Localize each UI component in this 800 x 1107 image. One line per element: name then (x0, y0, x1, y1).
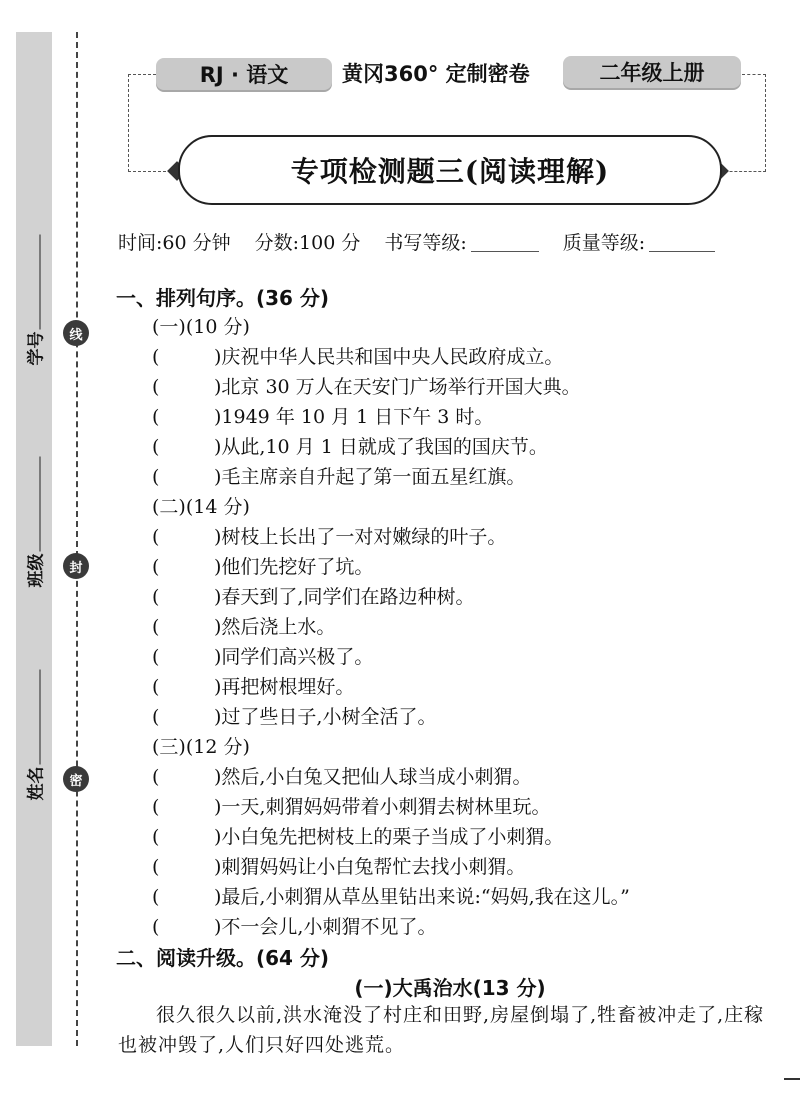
list-item: ( )刺猬妈妈让小白兔帮忙去找小刺猬。 (152, 856, 526, 878)
list-item: ( )不一会儿,小刺猬不见了。 (152, 916, 437, 938)
list-item: ( )过了些日子,小树全活了。 (152, 706, 437, 728)
seal-seal-mark: 封 (63, 553, 89, 579)
binding-dashed-line (76, 32, 78, 1046)
seal-secret-mark: 密 (63, 766, 89, 792)
list-item: ( )庆祝中华人民共和国中央人民政府成立。 (152, 346, 564, 368)
list-item: ( )春天到了,同学们在路边种树。 (152, 586, 475, 608)
quality-grade-blank[interactable] (649, 251, 715, 252)
group1-label: (一)(10 分) (152, 316, 250, 338)
quality-grade-label: 质量等级: (562, 232, 646, 254)
story-title: (一)大禹治水(13 分) (354, 976, 546, 1000)
title-banner (178, 135, 722, 205)
class-blank[interactable] (28, 457, 41, 552)
list-item: ( )小白兔先把树枝上的栗子当成了小刺猬。 (152, 826, 564, 848)
subject-pill: RJ · 语文 (156, 58, 332, 90)
writing-grade-blank[interactable] (471, 251, 539, 252)
list-item: ( )再把树根埋好。 (152, 676, 355, 698)
list-item: ( )最后,小刺猬从草丛里钻出来说:“妈妈,我在这儿。” (152, 886, 630, 908)
list-item: ( )他们先挖好了坑。 (152, 556, 374, 578)
list-item: ( )然后,小白兔又把仙人球当成小刺猬。 (152, 766, 532, 788)
group3-label: (三)(12 分) (152, 736, 250, 758)
list-item: ( )同学们高兴极了。 (152, 646, 374, 668)
student-id-field (22, 235, 47, 366)
story-paragraph: 很久很久以前,洪水淹没了村庄和田野,房屋倒塌了,牲畜被冲走了,庄稼也被冲毁了,人们只好四处逃荒。 (118, 1004, 765, 1056)
student-id-label: 学号 (26, 331, 47, 366)
exam-meta (118, 228, 715, 255)
list-item: ( )1949 年 10 月 1 日下午 3 时。 (152, 406, 494, 428)
name-field (22, 670, 47, 801)
group2-label: (二)(14 分) (152, 496, 250, 518)
list-item: ( )一天,刺猬妈妈带着小刺猬去树林里玩。 (152, 796, 551, 818)
list-item: ( )然后浇上水。 (152, 616, 336, 638)
list-item: ( )树枝上长出了一对对嫩绿的叶子。 (152, 526, 507, 548)
header-frame-line (742, 74, 766, 75)
writing-grade-label: 书写等级: (384, 232, 467, 254)
page-title: 专项检测题三(阅读理解) (290, 155, 610, 188)
time-limit: 时间:60 分钟 (118, 232, 231, 254)
grade-pill: 二年级上册 (563, 56, 741, 88)
total-score: 分数:100 分 (254, 232, 361, 254)
part1-heading: 一、排列句序。(36 分) (116, 286, 330, 310)
student-id-blank[interactable] (28, 235, 41, 330)
seal-line-mark: 线 (63, 320, 89, 346)
list-item: ( )毛主席亲自升起了第一面五星红旗。 (152, 466, 526, 488)
header-frame-line (128, 74, 129, 172)
page-edge-mark (784, 1078, 800, 1080)
header-frame-line (128, 74, 156, 75)
header-frame-line (765, 74, 766, 172)
name-blank[interactable] (28, 670, 41, 765)
class-field (22, 457, 47, 588)
part2-heading: 二、阅读升级。(64 分) (116, 946, 330, 970)
class-label: 班级 (26, 553, 47, 588)
name-label: 姓名 (26, 766, 47, 801)
brand-text: 黄冈360° 定制密卷 (342, 62, 530, 86)
list-item: ( )从此,10 月 1 日就成了我国的国庆节。 (152, 436, 548, 458)
list-item: ( )北京 30 万人在天安门广场举行开国大典。 (152, 376, 581, 398)
